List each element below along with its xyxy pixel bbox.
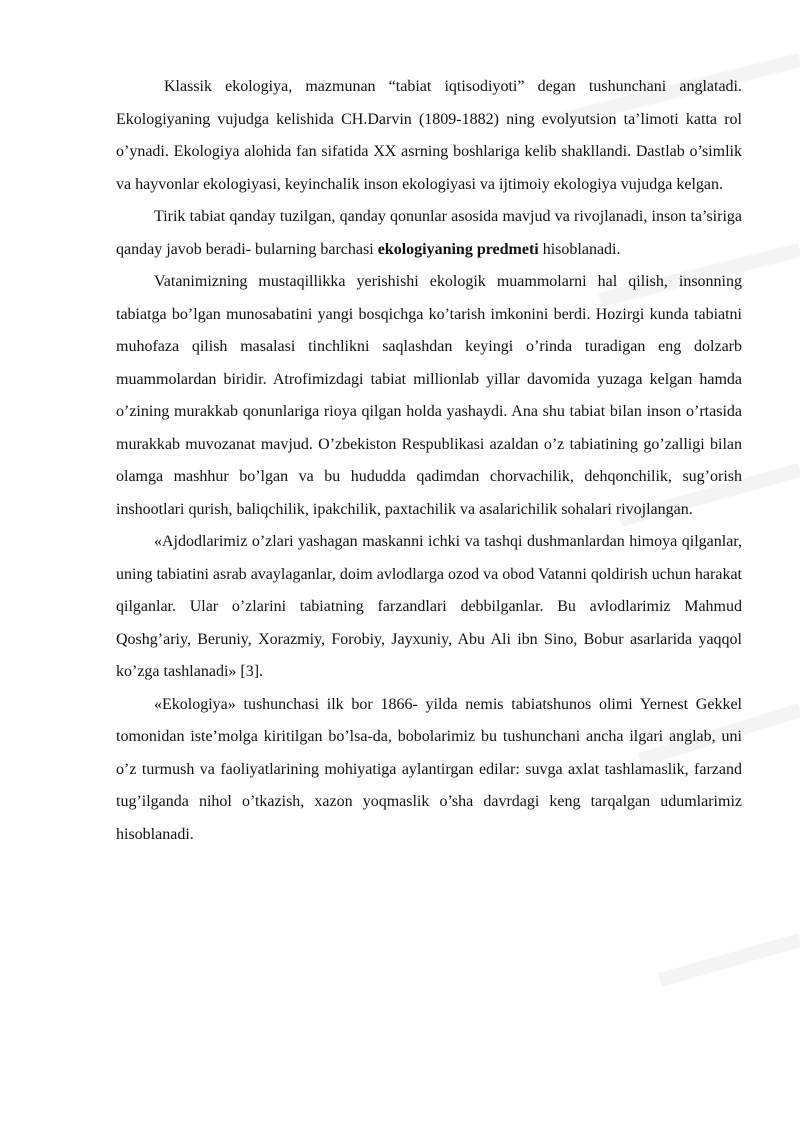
paragraph-independence-ecology: Vatanimizning mustaqillikka yerishishi ekologik muammolarni hal qilish, insonning tabiatga bo’lgan munosabatini yangi bosqichga ko’tarish imkonini berdi. Hozirgi kunda tabiatni muhofaza qilish masalasi tinchlikni saqlashdan keyingi o’rinda turadigan eng dolzarb muammolardan biridir. Atrofimizdagi tabiat millionlab yillar davomida yuzaga kelgan hamda o’zining murakkab qonunlariga rioya qilgan holda yashaydi. Ana shu tabiat bilan inson o’rtasida murakkab muvozanat mavjud. O’zbekiston Respublikasi azaldan o’z tabiatining go’zalligi bilan olamga mashhur bo’lgan va bu hududda qadimdan chorvachilik, dehqonchilik, sug’orish inshootlari qurish, baliqchilik, ipakchilik, paxtachilik va asalarichilik sohalari rivojlangan. bbox=[116, 273, 742, 518]
paragraph-classical-ecology: Klassik ekologiya, mazmunan “tabiat iqtisodiyoti” degan tushunchani anglatadi. Ekologiyaning vujudga kelishida CH.Darvin (1809-1882) ning evolyutsion ta’limoti katta rol o’ynadi. Ekologiya alohida fan sifatida XX asrning boshlariga kelib shakllandi. Dastlab o’simlik va hayvonlar ekologiyasi, keyinchalik inson ekologiyasi va ijtimoiy ekologiya vujudga kelgan. bbox=[116, 78, 742, 193]
document-page bbox=[116, 71, 742, 851]
paragraph-ecology-subject-intro: Tirik tabiat qanday tuzilgan, qanday qonunlar asosida mavjud va rivojlanadi, inson ta’siriga qanday javob beradi- bularning barchasi bbox=[116, 208, 742, 258]
paragraph-ancestors-quote: «Ajdodlarimiz o’zlari yashagan maskanni ichki va tashqi dushmanlardan himoya qilganlar, uning tabiatini asrab avaylaganlar, doim avlodlarga ozod va obod Vatanni qoldirish uchun harakat qilganlar. Ular o’zlarini tabiatning farzandlari debbilganlar. Bu avlodlarimiz Mahmud Qoshg’ariy, Beruniy, Xorazmiy, Forobiy, Jayxuniy, Abu Ali ibn Sino, Bobur asarlarida yaqqol ko’zga tashlanadi» [3]. bbox=[116, 533, 742, 680]
paragraph-ecology-subject bbox=[116, 201, 742, 266]
paragraph-ecology-term-history: «Ekologiya» tushunchasi ilk bor 1866- yilda nemis tabiatshunos olimi Yernest Gekkel tomonidan iste’molga kiritilgan bo’lsa-da, bobolarimiz bu tushunchani ancha ilgari anglab, uni o’z turmush va faoliyatlarining mohiyatiga aylantirgan edilar: suvga axlat tashlamaslik, farzand tug’ilganda nihol o’tkazish, xazon yoqmaslik o’sha davrdagi keng tarqalgan udumlarimiz hisoblanadi. bbox=[116, 695, 742, 843]
ecology-subject-bold-term: ekologiyaning predmeti bbox=[377, 240, 539, 258]
paragraph-ecology-subject-ending: hisoblanadi. bbox=[538, 240, 621, 258]
